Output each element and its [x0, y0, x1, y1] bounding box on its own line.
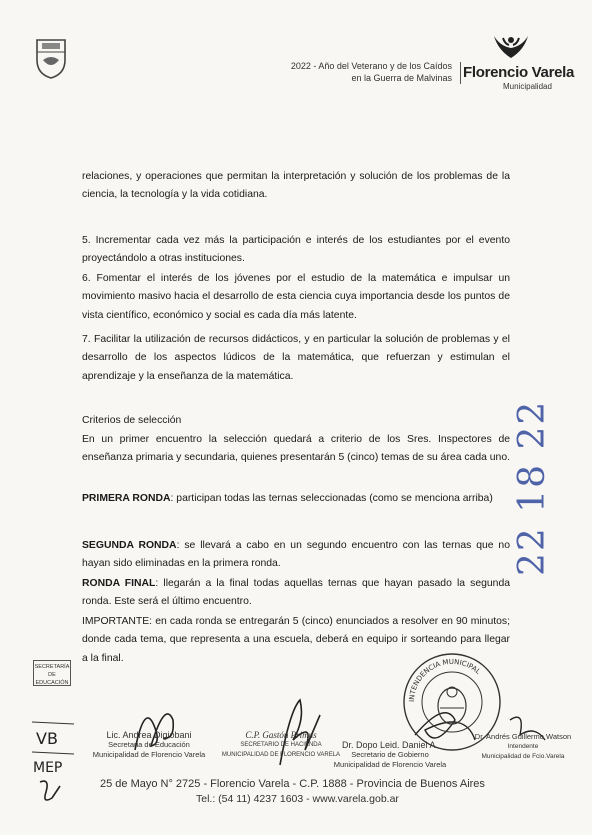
second-round-paragraph [82, 537, 510, 574]
signatory-institution: Municipalidad de Florencio Varela [333, 760, 447, 769]
important-text: : en cada ronda se entregarán 5 (cinco) enunciados a resolver en 90 minutos; donde cada tema, que representa a una escuela, deberá en equipo ir sorteando para llegar a la final. [82, 616, 510, 664]
signature-block-education [74, 730, 224, 760]
final-round-paragraph [82, 575, 510, 612]
signatory-role: Intendente [507, 743, 539, 750]
signature-block-mayor [462, 732, 584, 762]
signatory-name: C.P. Gastón Primus [245, 730, 317, 740]
important-label: IMPORTANTE [82, 616, 150, 627]
handwritten-file-number [496, 390, 566, 580]
svg-text:INTENDENCIA MUNICIPAL [408, 658, 482, 702]
header-commemoration-note [230, 60, 452, 84]
municipal-crest-icon [33, 36, 69, 80]
signature-block-government [330, 740, 450, 770]
signatory-role: Secretaria de Educación [108, 740, 190, 749]
header-divider [460, 62, 461, 84]
first-round-label: PRIMERA RONDA [82, 493, 171, 504]
selection-criteria-heading: Criterios de selección [82, 415, 182, 426]
florencio-varela-logo-icon [488, 32, 534, 62]
signatory-name: Dr. Andrés Guillermo Watson [474, 732, 572, 741]
objective-6: 6. Fomentar el interés de los jóvenes por el estudio de la matemática e impulsar un movimiento masivo hacia el desarrollo de esta ciencia cuya importancia desde los puntos de vista científico, económico y social es cada día más latente. [82, 273, 510, 321]
handwritten-number-text: 22 18 22 [512, 399, 553, 576]
initials-top: VB [36, 729, 58, 748]
first-round-text: : participan todas las ternas seleccionadas (como se menciona arriba) [170, 493, 493, 504]
handwritten-initials [30, 712, 76, 808]
seal-text: INTENDENCIA MUNICIPAL [407, 657, 483, 703]
objective-7: 7. Facilitar la utilización de recursos didácticos, y en particular la solución de problemas y el desarrollo de los aspectos lúdicos de la matemática, que refuerzan y estimulan el aprendizaje y la enseñanza de la matemática. [82, 334, 510, 382]
signatory-role: Secretario de Gobierno [351, 750, 429, 759]
signatory-institution: Municipalidad de Fcio.Varela [481, 753, 565, 760]
paragraph-continuation: relaciones, y operaciones que permitan la interpretación y solución de los problemas de la ciencia, la tecnología y la vida cotidiana. [82, 171, 510, 201]
signatory-institution: MUNICIPALIDAD DE FLORENCIO VARELA [221, 752, 341, 758]
brand-subtitle: Municipalidad [503, 82, 552, 91]
first-round-paragraph [82, 490, 510, 508]
final-round-text: : llegarán a la final todas aquellas ternas que hayan pasado la segunda ronda. Este será el último encuentro. [82, 578, 511, 608]
brand-name: Florencio Varela [463, 64, 575, 81]
second-round-text: : se llevará a cabo en un segundo encuentro con las ternas que no hayan sido eliminadas en la primera ronda. [82, 540, 510, 570]
footer-address: 25 de Mayo N° 2725 - Florencio Varela - C.P. 1888 - Provincia de Buenos Aires [100, 778, 485, 790]
second-round-label: SEGUNDA RONDA [82, 540, 177, 551]
signatory-name: Dr. Dopo Leid. Daniel A. [341, 740, 439, 750]
signatory-name: Lic. Andrea Digiobani [106, 730, 192, 740]
stamp-line-2: DE EDUCACIÓN [35, 672, 69, 686]
signature-block-finance [216, 730, 346, 760]
selection-criteria-paragraph: En un primer encuentro la selección quedará a criterio de los Sres. Inspectores de enseñanza primaria y secundaria, quienes presentarán 5 (cinco) temas de su área cada uno. [82, 434, 510, 464]
objective-5: 5. Incrementar cada vez más la participación e interés de los estudiantes por el evento proyectándolo a otras instituciones. [82, 235, 510, 265]
header-note-line-1: 2022 - Año del Veterano y de los Caídos [290, 61, 452, 71]
signatory-role: SECRETARIO DE HACIENDA [240, 742, 322, 748]
footer-contact: Tel.: (54 11) 4237 1603 - www.varela.gob.ar [196, 793, 399, 805]
stamp-line-1: SECRETARÍA [34, 664, 70, 670]
education-secretariat-stamp [33, 660, 71, 686]
initials-bottom: MEP [33, 760, 63, 776]
signatory-institution: Municipalidad de Florencio Varela [92, 750, 206, 759]
header-note-line-2: en la Guerra de Malvinas [351, 73, 452, 83]
final-round-label: RONDA FINAL [82, 578, 156, 589]
